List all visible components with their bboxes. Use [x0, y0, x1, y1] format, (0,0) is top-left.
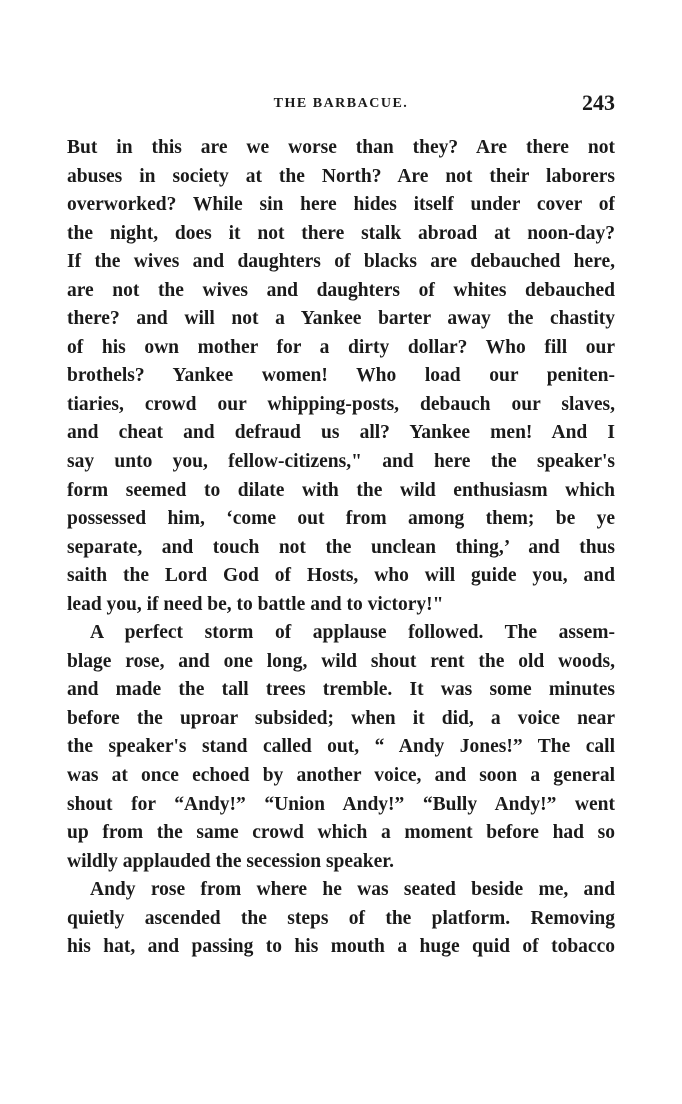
text-line: of his own mother for a dirty dollar? Who fill our — [67, 336, 615, 358]
text-line: the speaker's stand called out, “ Andy Jones!” The call — [67, 736, 615, 758]
running-head: THE BARBACUE. — [273, 96, 409, 111]
text-line: separate, and touch not the unclean thing,’ and thus — [67, 536, 615, 558]
text-line: Andy rose from where he was seated beside me, and — [90, 879, 615, 901]
text-line: abuses in society at the North? Are not their laborers — [67, 165, 615, 187]
text-line: brothels? Yankee women! Who load our peniten- — [67, 365, 615, 387]
body-text — [67, 134, 615, 962]
text-line: wildly applauded the secession speaker. — [67, 850, 395, 872]
page-header — [67, 88, 615, 118]
page-number: 243 — [582, 90, 615, 115]
text-line: the night, does it not there stalk abroad at noon-day? — [67, 222, 615, 244]
text-line: tiaries, crowd our whipping-posts, debauch our slaves, — [67, 393, 615, 415]
text-line: there? and will not a Yankee barter away the chastity — [67, 308, 615, 330]
text-line: was at once echoed by another voice, and soon a general — [67, 765, 615, 787]
text-line: If the wives and daughters of blacks are debauched here, — [67, 251, 615, 273]
text-line: A perfect storm of applause followed. The assem- — [90, 622, 615, 644]
text-line: overworked? While sin here hides itself under cover of — [67, 194, 615, 216]
text-line: saith the Lord God of Hosts, who will guide you, and — [67, 565, 615, 587]
text-line: his hat, and passing to his mouth a huge quid of tobacco — [67, 936, 615, 958]
text-line: say unto you, fellow-citizens," and here the speaker's — [67, 451, 615, 473]
text-line: lead you, if need be, to battle and to victory!" — [67, 593, 444, 615]
text-line: blage rose, and one long, wild shout rent the old woods, — [67, 650, 615, 672]
text-line: before the uproar subsided; when it did, a voice near — [67, 707, 615, 729]
text-line: quietly ascended the steps of the platform. Removing — [67, 907, 615, 929]
text-line: and made the tall trees tremble. It was some minutes — [67, 679, 615, 701]
text-line: But in this are we worse than they? Are there not — [67, 137, 615, 158]
text-line: are not the wives and daughters of whites debauched — [67, 279, 615, 301]
text-line: up from the same crowd which a moment before had so — [67, 822, 615, 844]
text-line: and cheat and defraud us all? Yankee men! And I — [67, 422, 615, 444]
text-line: possessed him, ‘come out from among them; be ye — [67, 508, 615, 530]
text-line: form seemed to dilate with the wild enthusiasm which — [67, 479, 615, 501]
text-line: shout for “Andy!” “Union Andy!” “Bully Andy!” went — [67, 793, 615, 815]
